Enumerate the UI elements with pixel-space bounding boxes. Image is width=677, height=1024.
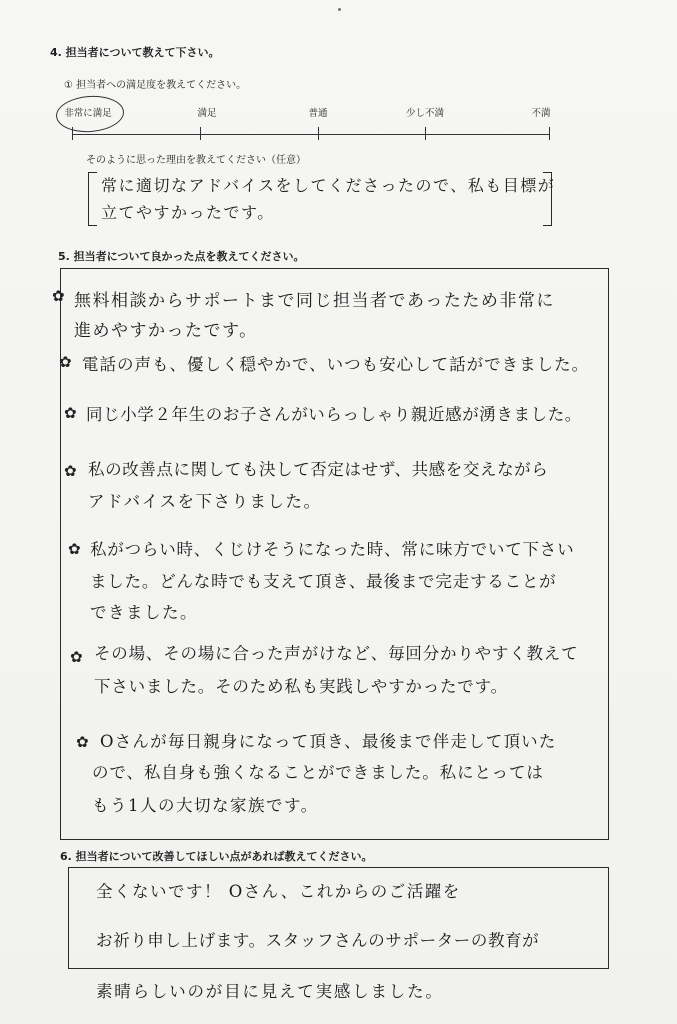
good-point-line: もう1人の大切な家族です。 <box>92 796 319 815</box>
satisfaction-scale-line <box>72 134 550 135</box>
good-point-line: 下さいました。そのため私も実践しやすかったです。 <box>94 677 508 696</box>
section4-title: 4. 担当者について教えて下さい。 <box>50 46 220 59</box>
scale-option-dissatisfied[interactable]: 不満 <box>531 108 551 119</box>
improvement-line: 素晴らしいのが目に見えて実感しました。 <box>96 982 444 1001</box>
flower-bullet-icon: ✿ <box>64 404 77 422</box>
improvement-line: 全くないです！ Oさん、これからのご活躍を <box>96 882 461 901</box>
reason-label: そのように思った理由を教えてください（任意） <box>86 155 306 166</box>
scale-tick <box>200 127 201 140</box>
scale-option-satisfied[interactable]: 満足 <box>197 108 217 119</box>
good-point-line: 私の改善点に関しても決して否定はせず、共感を交えながら <box>88 460 549 479</box>
good-point-line: 進めやすかったです。 <box>74 321 258 341</box>
punch-mark <box>338 8 341 11</box>
flower-bullet-icon: ✿ <box>59 353 72 371</box>
improvement-line: お祈り申し上げます。スタッフさんのサポーターの教育が <box>96 931 540 950</box>
good-point-line: ので、私自身も強くなることができました。私にとっては <box>92 763 544 782</box>
good-point-line: できました。 <box>90 603 198 622</box>
flower-bullet-icon: ✿ <box>68 540 81 558</box>
reason-line: 立てやすかったです。 <box>101 203 275 222</box>
reason-line: 常に適切なアドバイスをしてくださったので、私も目標が <box>101 176 556 195</box>
question-satisfaction: ① 担当者への満足度を教えてください。 <box>64 80 247 91</box>
flower-bullet-icon: ✿ <box>70 648 83 666</box>
flower-bullet-icon: ✿ <box>76 733 89 751</box>
section5-title: 5. 担当者について良かった点を教えてください。 <box>58 250 305 263</box>
good-point-line: 同じ小学２年生のお子さんがいらっしゃり親近感が湧きました。 <box>86 405 582 424</box>
good-point-line: アドバイスを下さりました。 <box>88 492 322 511</box>
reason-bracket-left <box>88 172 97 226</box>
flower-bullet-icon: ✿ <box>64 462 77 480</box>
section6-title: 6. 担当者について改善してほしい点があれば教えてください。 <box>60 850 373 863</box>
flower-bullet-icon: ✿ <box>52 287 65 305</box>
scale-tick <box>318 127 319 140</box>
scale-tick <box>549 127 550 140</box>
scale-option-neutral[interactable]: 普通 <box>308 108 328 119</box>
good-point-line: ました。どんな時でも支えて頂き、最後まで完走することが <box>90 572 557 591</box>
scale-option-very-satisfied[interactable]: 非常に満足 <box>64 108 112 119</box>
scale-tick <box>425 127 426 140</box>
good-point-line: Oさんが毎日親身になって頂き、最後まで伴走して頂いた <box>100 732 557 751</box>
good-point-line: 無料相談からサポートまで同じ担当者であったため非常に <box>74 291 555 311</box>
good-point-line: その場、その場に合った声がけなど、毎回分かりやすく教えて <box>94 644 579 663</box>
good-point-line: 電話の声も、優しく穏やかで、いつも安心して話ができました。 <box>82 355 590 374</box>
selection-circle <box>55 94 125 135</box>
scale-option-slightly-dissatisfied[interactable]: 少し不満 <box>405 108 445 119</box>
good-point-line: 私がつらい時、くじけそうになった時、常に味方でいて下さい <box>90 540 575 559</box>
